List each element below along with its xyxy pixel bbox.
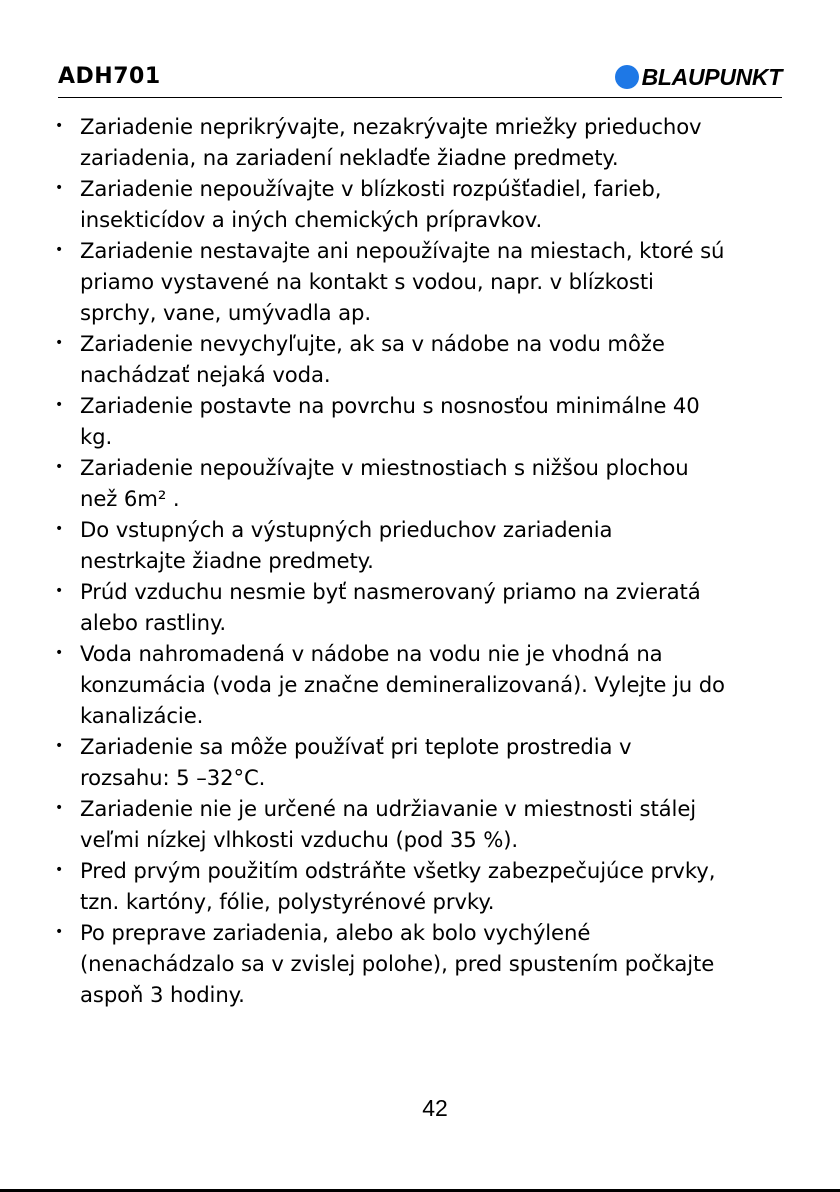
bullet-icon: • xyxy=(55,335,64,351)
list-item-line: Zariadenie neprikrývajte, nezakrývajte mriežky prieduchov xyxy=(80,114,702,139)
model-number: ADH701 xyxy=(58,64,161,89)
list-item-line: Zariadenie nie je určené na udržiavanie v miestnosti stálej xyxy=(80,796,697,821)
list-item-line: (nenachádzalo sa v zvislej polohe), pred spustením počkajte xyxy=(80,951,715,976)
page-number: 42 xyxy=(422,1095,448,1121)
safety-instructions-list xyxy=(50,111,790,1010)
list-item-line: kg. xyxy=(80,424,113,449)
list-item xyxy=(50,173,790,235)
list-item-line: alebo rastliny. xyxy=(80,610,227,635)
list-item xyxy=(50,638,790,731)
list-item-line: Zariadenie nevychyľujte, ak sa v nádobe na vodu môže xyxy=(80,331,665,356)
list-item-line: konzumácia (voda je značne demineralizovaná). Vylejte ju do xyxy=(80,672,725,697)
page-header xyxy=(58,64,782,98)
list-item-line: rozsahu: 5 –32°C. xyxy=(80,765,266,790)
bullet-icon: • xyxy=(55,242,64,258)
list-item xyxy=(50,235,790,328)
bullet-icon: • xyxy=(55,645,64,661)
list-item-line: Voda nahromadená v nádobe na vodu nie je vhodná na xyxy=(80,641,663,666)
list-item xyxy=(50,731,790,793)
list-item xyxy=(50,576,790,638)
list-item-line: Zariadenie sa môže používať pri teplote prostredia v xyxy=(80,734,632,759)
list-item-line: tzn. kartóny, fólie, polystyrénové prvky. xyxy=(80,889,495,914)
list-item-line: kanalizácie. xyxy=(80,703,204,728)
list-item xyxy=(50,793,790,855)
list-item-line: Zariadenie nestavajte ani nepoužívajte na miestach, ktoré sú xyxy=(80,238,725,263)
list-item-line: Zariadenie nepoužívajte v blízkosti rozpúšťadiel, farieb, xyxy=(80,176,662,201)
bullet-icon: • xyxy=(55,738,64,754)
list-item-line: zariadenia, na zariadení nekladťe žiadne predmety. xyxy=(80,145,619,170)
brand-logo xyxy=(615,64,782,90)
list-item-line: veľmi nízkej vlhkosti vzduchu (pod 35 %). xyxy=(80,827,519,852)
bullet-icon: • xyxy=(55,459,64,475)
list-item-line: Zariadenie nepoužívajte v miestnostiach s nižšou plochou xyxy=(80,455,689,480)
bullet-icon: • xyxy=(55,800,64,816)
bullet-icon: • xyxy=(55,180,64,196)
list-item-line: Zariadenie postavte na povrchu s nosnosťou minimálne 40 xyxy=(80,393,700,418)
list-item-line: Prúd vzduchu nesmie byť nasmerovaný priamo na zvieratá xyxy=(80,579,701,604)
list-item xyxy=(50,328,790,390)
brand-name: BLAUPUNKT xyxy=(641,64,782,90)
bullet-icon: • xyxy=(55,397,64,413)
list-item-line: nestrkajte žiadne predmety. xyxy=(80,548,374,573)
list-item xyxy=(50,514,790,576)
list-item-line: priamo vystavené na kontakt s vodou, napr. v blízkosti xyxy=(80,269,654,294)
bullet-icon: • xyxy=(55,583,64,599)
bullet-icon: • xyxy=(55,521,64,537)
list-item-line: insekticídov a iných chemických prípravkov. xyxy=(80,207,543,232)
list-item xyxy=(50,390,790,452)
list-item-line: než 6m² . xyxy=(80,486,180,511)
list-item-line: Pred prvým použitím odstráňte všetky zabezpečujúce prvky, xyxy=(80,858,716,883)
list-item-line: aspoň 3 hodiny. xyxy=(80,982,245,1007)
list-item xyxy=(50,917,790,1010)
bullet-icon: • xyxy=(55,862,64,878)
list-item xyxy=(50,452,790,514)
bullet-icon: • xyxy=(55,118,64,134)
list-item-line: Po preprave zariadenia, alebo ak bolo vychýlené xyxy=(80,920,591,945)
bullet-icon: • xyxy=(55,924,64,940)
list-item-line: sprchy, vane, umývadla ap. xyxy=(80,300,372,325)
list-item xyxy=(50,855,790,917)
brand-dot-icon xyxy=(615,65,639,89)
list-item-line: nachádzať nejaká voda. xyxy=(80,362,331,387)
list-item-line: Do vstupných a výstupných prieduchov zariadenia xyxy=(80,517,613,542)
header-divider xyxy=(58,97,782,98)
list-item xyxy=(50,111,790,173)
